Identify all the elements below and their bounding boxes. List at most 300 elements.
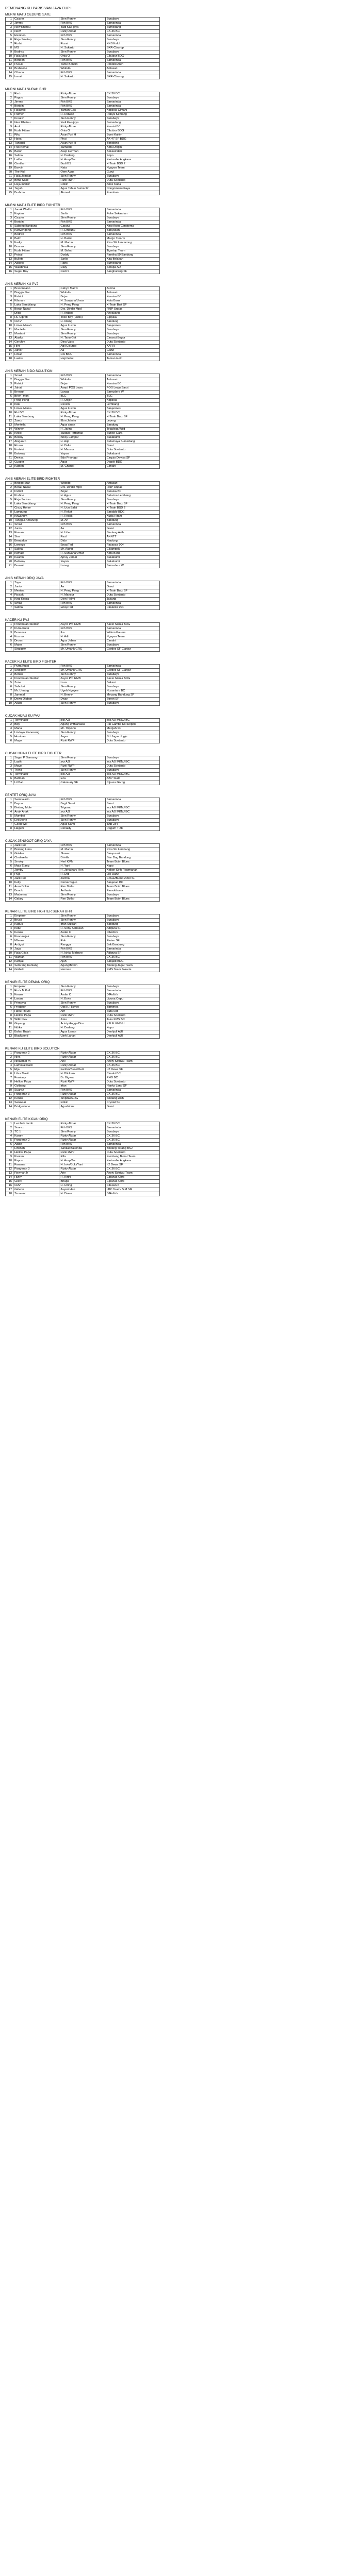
- section-title: ANIS MERAH BIDO SOLUTION: [5, 369, 53, 373]
- bird-name-cell: Bintang Lima: [13, 848, 59, 852]
- team-cell: Surabaya: [105, 498, 159, 502]
- team-cell: Cimahi BC: [105, 1072, 159, 1076]
- rank-cell: 6: [6, 113, 13, 117]
- bird-name-cell: Harlu TMMs: [13, 1010, 59, 1014]
- owner-cell: M. Bahar: [59, 249, 105, 253]
- bird-name-cell: Bavoir: [13, 166, 59, 171]
- section: [5, 752, 160, 785]
- rank-cell: 10: [6, 519, 13, 523]
- table-row: [6, 399, 160, 403]
- table-row: [6, 935, 160, 939]
- table-row: [6, 519, 160, 523]
- bird-name-cell: Bonok: [13, 889, 59, 893]
- rank-cell: 8: [6, 121, 13, 125]
- bird-name-cell: Rach: [13, 92, 59, 96]
- team-cell: Nusantara BC: [105, 689, 159, 693]
- team-cell: Bandung: [105, 519, 159, 523]
- table-row: [6, 494, 160, 498]
- table-row: [6, 461, 160, 465]
- bird-name-cell: Anak Anak: [13, 810, 59, 815]
- rank-cell: 11: [6, 249, 13, 253]
- rank-cell: 3: [6, 673, 13, 677]
- table-row: [6, 171, 160, 175]
- owner-cell: Fith BKS: [59, 1126, 105, 1130]
- table-row: [6, 34, 160, 38]
- owner-cell: H. Rekat: [59, 511, 105, 515]
- team-cell: D'Rolls's: [105, 1192, 159, 1196]
- rank-cell: 15: [6, 266, 13, 270]
- bird-name-cell: Maria: [13, 727, 59, 731]
- owner-cell: Agung/Bobin: [59, 964, 105, 968]
- bird-name-cell: Pangeran 3: [13, 1167, 59, 1172]
- owner-cell: H. Peng Peng: [59, 502, 105, 506]
- results-table: [5, 718, 160, 743]
- table-row: [6, 262, 160, 266]
- team-cell: Anvakang: [105, 312, 159, 316]
- team-cell: Antasari: [105, 291, 159, 295]
- bird-name-cell: Kapten: [13, 212, 59, 216]
- bird-name-cell: EnjiStone: [13, 819, 59, 823]
- team-cell: Tegalega Wild: [105, 428, 159, 432]
- team-cell: Kacer Mania BDG: [105, 623, 159, 627]
- rank-cell: 22: [6, 461, 13, 465]
- owner-cell: Asyer Pro RMB: [59, 677, 105, 681]
- bird-name-cell: Kilanam: [13, 299, 59, 303]
- table-row: [6, 502, 160, 506]
- bird-name-cell: Pusuk: [13, 63, 59, 67]
- owner-cell: Agus Liston: [59, 407, 105, 411]
- owner-cell: Aa: [59, 349, 105, 353]
- bird-name-cell: Geruhm: [13, 341, 59, 345]
- team-cell: CK 36 BC: [105, 1139, 159, 1143]
- team-cell: Cimahi: [105, 465, 159, 469]
- rank-cell: 13: [6, 67, 13, 71]
- team-cell: Joko KMS BC: [105, 1018, 159, 1022]
- bird-name-cell: Newt: [13, 30, 59, 34]
- table-row: [6, 531, 160, 535]
- owner-cell: M. Ghandi: [59, 465, 105, 469]
- bird-name-cell: Kreativ: [13, 117, 59, 121]
- rank-cell: 9: [6, 50, 13, 55]
- team-cell: Duta Soetanto: [105, 179, 159, 183]
- bird-name-cell: Jammal: [13, 693, 59, 698]
- team-cell: RHD BC: [105, 1076, 159, 1080]
- team-cell: Samarinda: [105, 1126, 159, 1130]
- rank-cell: 2: [6, 22, 13, 26]
- owner-cell: Yadi Kaa-jaya: [59, 26, 105, 30]
- bird-name-cell: Lonan: [13, 997, 59, 1002]
- rank-cell: 13: [6, 1172, 13, 1176]
- owner-cell: Rizky Akbar: [59, 411, 105, 415]
- bird-name-cell: Hurrican: [13, 735, 59, 739]
- owner-cell: xxx AJI: [59, 719, 105, 723]
- table-row: [6, 109, 160, 113]
- rank-cell: 16: [6, 270, 13, 274]
- team-cell: Bekasindah: [105, 150, 159, 154]
- owner-cell: Rizky Akbar: [59, 1167, 105, 1172]
- bird-name-cell: Riri BC: [13, 411, 59, 415]
- team-cell: Sindang Asih: [105, 1097, 159, 1101]
- bird-name-cell: Adopto: [13, 262, 59, 266]
- owner-cell: Yoko Boy (Lubis): [59, 316, 105, 320]
- table-row: [6, 823, 160, 827]
- bird-name-cell: Singgow: [13, 669, 59, 673]
- team-cell: POS Lewu Sarut: [105, 386, 159, 391]
- owner-cell: Asdar C: [59, 931, 105, 935]
- table-row: [6, 881, 160, 885]
- owner-cell: Widodo: [59, 291, 105, 295]
- bird-name-cell: Pong Pong: [13, 399, 59, 403]
- bird-name-cell: Bullets: [13, 258, 59, 262]
- bird-name-cell: Teguh: [13, 187, 59, 191]
- rank-cell: 5: [6, 931, 13, 935]
- rank-cell: 5: [6, 735, 13, 739]
- bird-name-cell: Batman: [13, 777, 59, 781]
- rank-cell: 10: [6, 1089, 13, 1093]
- rank-cell: 6: [6, 602, 13, 606]
- bird-name-cell: Mairo: [13, 643, 59, 648]
- team-cell: Kacer Mania BDG: [105, 677, 159, 681]
- section: [5, 282, 160, 361]
- table-row: [6, 113, 160, 117]
- owner-cell: H. Embunu: [59, 229, 105, 233]
- rank-cell: 5: [6, 681, 13, 685]
- table-row: [6, 96, 160, 100]
- table-row: [6, 914, 160, 919]
- rank-cell: 9: [6, 1084, 13, 1089]
- owner-cell: Sien Ronny: [59, 332, 105, 336]
- owner-cell: Rizki RWP: [59, 1080, 105, 1084]
- team-cell: Pondok Aren: [105, 63, 159, 67]
- owner-cell: Agus Lanan: [59, 1030, 105, 1035]
- owner-cell: Arie: [59, 1172, 105, 1176]
- owner-cell: Sien Ronny: [59, 1130, 105, 1134]
- team-cell: Samarinda: [105, 221, 159, 225]
- owner-cell: Ujeh Lanan: [59, 1035, 105, 1039]
- team-cell: Meuang Bandung SF: [105, 693, 159, 698]
- rank-cell: 10: [6, 55, 13, 59]
- bird-name-cell: Kretekin: [13, 448, 59, 452]
- owner-cell: Rangga: [59, 943, 105, 947]
- rank-cell: 3: [6, 631, 13, 635]
- rank-cell: 14: [6, 146, 13, 150]
- rank-cell: 21: [6, 564, 13, 568]
- bird-name-cell: Jack Pot: [13, 844, 59, 848]
- owner-cell: H. Uding: [59, 1184, 105, 1188]
- owner-cell: Cahyo Matrix: [59, 287, 105, 291]
- table-row: [6, 865, 160, 869]
- team-cell: Adipura SF: [105, 927, 159, 931]
- owner-cell: Nata: [59, 166, 105, 171]
- owner-cell: Ahmad: [59, 191, 105, 195]
- owner-cell: Sien Ronny: [59, 769, 105, 773]
- rank-cell: 20: [6, 560, 13, 564]
- bird-name-cell: Kilwahum: [13, 515, 59, 519]
- section-title: KENARI ELITE DEMAN ORIQ: [5, 980, 50, 984]
- bird-name-cell: Casper: [13, 18, 59, 22]
- bird-name-cell: Rajawali: [13, 109, 59, 113]
- rank-cell: 14: [6, 1105, 13, 1109]
- table-row: [6, 403, 160, 407]
- team-cell: Cijaura Gorog: [105, 781, 159, 785]
- owner-cell: Sien Ronny: [59, 815, 105, 819]
- bird-name-cell: Frantasy: [13, 1076, 59, 1080]
- table-row: [6, 869, 160, 873]
- bird-name-cell: Sambalado: [13, 798, 59, 802]
- results-table: [5, 581, 160, 610]
- team-cell: Kaa Belakan: [105, 258, 159, 262]
- owner-cell: Jaroha: [59, 877, 105, 881]
- owner-cell: Rizki RWP: [59, 1151, 105, 1155]
- owner-cell: Rizky Akbar: [59, 1134, 105, 1139]
- owner-cell: Fith BKS: [59, 602, 105, 606]
- table-row: [6, 175, 160, 179]
- owner-cell: Fith BKS: [59, 71, 105, 75]
- table-row: [6, 1052, 160, 1056]
- table-row: [6, 225, 160, 229]
- owner-cell: Dema/Tegun: [59, 881, 105, 885]
- team-cell: CK 36 BC: [105, 1093, 159, 1097]
- rank-cell: 12: [6, 1167, 13, 1172]
- section: [5, 1047, 160, 1109]
- table-row: [6, 993, 160, 997]
- bird-name-cell: Laskar: [13, 357, 59, 361]
- owner-cell: Agus: [59, 461, 105, 465]
- owner-cell: Lanag: [59, 564, 105, 568]
- table-row: [6, 511, 160, 515]
- team-cell: ANNTT: [105, 535, 159, 539]
- table-row: [6, 765, 160, 769]
- rank-cell: 17: [6, 353, 13, 357]
- table-row: [6, 436, 160, 440]
- rank-cell: 4: [6, 1064, 13, 1068]
- team-cell: Bandung: [105, 320, 159, 324]
- bird-name-cell: Sanzelar: [13, 1101, 59, 1105]
- rank-cell: 5: [6, 498, 13, 502]
- owner-cell: Ren Dollar: [59, 885, 105, 889]
- table-row: [6, 1101, 160, 1105]
- owner-cell: Sien Ronny: [59, 914, 105, 919]
- table-row: [6, 448, 160, 452]
- owner-cell: Sien Ronny: [59, 756, 105, 760]
- team-cell: Samudera W: [105, 391, 159, 395]
- owner-cell: H. Blinkam: [59, 1072, 105, 1076]
- owner-cell: Pirui: [59, 138, 105, 142]
- rank-cell: 14: [6, 428, 13, 432]
- team-cell: KNS Kaluf: [105, 42, 159, 46]
- team-cell: Riva SF Landamng: [105, 241, 159, 245]
- rank-cell: 4: [6, 30, 13, 34]
- team-cell: Samarinda: [105, 208, 159, 212]
- section: [5, 369, 160, 469]
- team-cell: Samarinda: [105, 989, 159, 993]
- bird-name-cell: Sugar Boy: [13, 270, 59, 274]
- team-cell: Cibulan K: [105, 1184, 159, 1188]
- team-cell: Kuraisa BC: [105, 295, 159, 299]
- rank-cell: 13: [6, 142, 13, 146]
- owner-cell: Oem Agus: [59, 171, 105, 175]
- table-row: [6, 382, 160, 386]
- bird-name-cell: Bahar Bujah: [13, 1030, 59, 1035]
- table-row: [6, 806, 160, 810]
- rank-cell: 3: [6, 1130, 13, 1134]
- team-cell: Surabaya: [105, 935, 159, 939]
- rank-cell: 1: [6, 1122, 13, 1126]
- owner-cell: Rifa: [59, 1155, 105, 1159]
- section-title: CUCAK JENGGOT ORIQ JAYA: [5, 839, 52, 843]
- rank-cell: 13: [6, 336, 13, 341]
- rank-cell: 25: [6, 191, 13, 195]
- team-cell: CK 36 BC: [105, 1134, 159, 1139]
- table-row: [6, 602, 160, 606]
- team-cell: Surabaya: [105, 919, 159, 923]
- section-title: KENARI ELITE KICAU ORIQ: [5, 1117, 48, 1121]
- rank-cell: 8: [6, 873, 13, 877]
- owner-cell: H. Mansur: [59, 594, 105, 598]
- owner-cell: Rizki RWP: [59, 739, 105, 743]
- rank-cell: 14: [6, 262, 13, 266]
- rank-cell: 8: [6, 943, 13, 947]
- rank-cell: 4: [6, 386, 13, 391]
- bird-name-cell: Mr. Umang: [13, 689, 59, 693]
- table-row: [6, 428, 160, 432]
- owner-cell: Fith BKS: [59, 956, 105, 960]
- table-row: [6, 452, 160, 456]
- bird-name-cell: Bima Sakti: [13, 179, 59, 183]
- team-cell: Street SF: [105, 698, 159, 702]
- rank-cell: 5: [6, 639, 13, 643]
- team-cell: Surabaya: [105, 985, 159, 989]
- table-row: [6, 731, 160, 735]
- bird-name-cell: Borak Nakal: [13, 486, 59, 490]
- table-row: [6, 560, 160, 564]
- team-cell: ABP Team: [105, 777, 159, 781]
- rank-cell: 2: [6, 96, 13, 100]
- section: [5, 980, 160, 1039]
- bird-name-cell: Gafary: [13, 897, 59, 902]
- rank-cell: 5: [6, 1139, 13, 1143]
- table-row: [6, 328, 160, 332]
- team-cell: Cinanui Bogor: [105, 336, 159, 341]
- results-table: [5, 286, 160, 361]
- owner-cell: Rizky Akbar: [59, 1122, 105, 1126]
- team-cell: Kuraisa BC: [105, 490, 159, 494]
- rank-cell: 7: [6, 939, 13, 943]
- rank-cell: 17: [6, 440, 13, 444]
- table-row: [6, 291, 160, 295]
- team-cell: Mergah SF: [105, 727, 159, 731]
- table-row: [6, 777, 160, 781]
- rank-cell: 12: [6, 419, 13, 423]
- rank-cell: 4: [6, 677, 13, 681]
- bird-name-cell: Emperor: [13, 985, 59, 989]
- rank-cell: 1: [6, 623, 13, 627]
- owner-cell: Fith BKS: [59, 844, 105, 848]
- table-row: [6, 349, 160, 353]
- owner-cell: H. Dadang: [59, 1026, 105, 1030]
- bird-name-cell: Cihana: [13, 71, 59, 75]
- table-row: [6, 1147, 160, 1151]
- table-row: [6, 1126, 160, 1130]
- team-cell: Suta 008: [105, 1010, 159, 1014]
- owner-cell: H. Acep/Jor: [59, 158, 105, 162]
- bird-name-cell: Kelly: [13, 881, 59, 885]
- team-cell: Surabaya: [105, 38, 159, 42]
- owner-cell: Agus Jaben: [59, 639, 105, 643]
- rank-cell: 4: [6, 856, 13, 860]
- table-row: [6, 873, 160, 877]
- table-row: [6, 589, 160, 594]
- bird-name-cell: New Khatou: [13, 26, 59, 30]
- table-row: [6, 482, 160, 486]
- bird-name-cell: Lorenzo: [13, 544, 59, 548]
- table-row: [6, 852, 160, 856]
- section-title: KENARI ELITE BIRD FIGHTER SURAH BHR: [5, 910, 72, 913]
- team-cell: Samarinda: [105, 798, 159, 802]
- table-row: [6, 245, 160, 249]
- table-row: [6, 440, 160, 444]
- rank-cell: 6: [6, 502, 13, 506]
- bird-name-cell: Pak Kemal: [13, 146, 59, 150]
- team-cell: Pasaoca 904: [105, 606, 159, 610]
- rank-cell: 3: [6, 295, 13, 299]
- bird-name-cell: Devisa: [13, 456, 59, 461]
- table-row: [6, 677, 160, 681]
- table-row: [6, 1064, 160, 1068]
- table-row: [6, 249, 160, 253]
- rank-cell: 11: [6, 133, 13, 138]
- owner-cell: M. Martin: [59, 241, 105, 245]
- owner-cell: Sien Ronny: [59, 643, 105, 648]
- owner-cell: Yadi Kaa-jaya: [59, 121, 105, 125]
- table-row: [6, 893, 160, 897]
- table-row: [6, 1188, 160, 1192]
- bird-name-cell: Mata Elang: [13, 865, 59, 869]
- team-cell: Kopilola: [105, 399, 159, 403]
- owner-cell: H. Adi: [59, 635, 105, 639]
- rank-cell: 6: [6, 1006, 13, 1010]
- rank-cell: 7: [6, 648, 13, 652]
- table-row: [6, 42, 160, 46]
- table-row: [6, 212, 160, 216]
- team-cell: xxx AJI MKNJ BC: [105, 760, 159, 765]
- owner-cell: xxx AJI: [59, 760, 105, 765]
- table-row: [6, 631, 160, 635]
- rank-cell: 3: [6, 923, 13, 927]
- section-title: MURNI MATU SURAH BHR: [5, 88, 46, 91]
- bird-name-cell: Salina: [13, 548, 59, 552]
- team-cell: Surabaya: [105, 117, 159, 121]
- table-row: [6, 943, 160, 947]
- bird-name-cell: Bempdon: [13, 539, 59, 544]
- bird-name-cell: Penomejak: [13, 935, 59, 939]
- table-row: [6, 802, 160, 806]
- owner-cell: Fith BKS: [59, 665, 105, 669]
- team-cell: Pamokhuma: [105, 889, 159, 893]
- bird-name-cell: Batosay: [13, 560, 59, 564]
- bird-name-cell: Tunggul Amarung: [13, 519, 59, 523]
- rank-cell: 4: [6, 769, 13, 773]
- owner-cell: Aa: [59, 527, 105, 531]
- owner-cell: H. Barrel: [59, 237, 105, 241]
- table-row: [6, 216, 160, 221]
- bird-name-cell: Monteila: [13, 328, 59, 332]
- table-row: [6, 523, 160, 527]
- rank-cell: 11: [6, 885, 13, 889]
- table-row: [6, 1176, 160, 1180]
- table-row: [6, 773, 160, 777]
- team-cell: Riva SF Lembang: [105, 848, 159, 852]
